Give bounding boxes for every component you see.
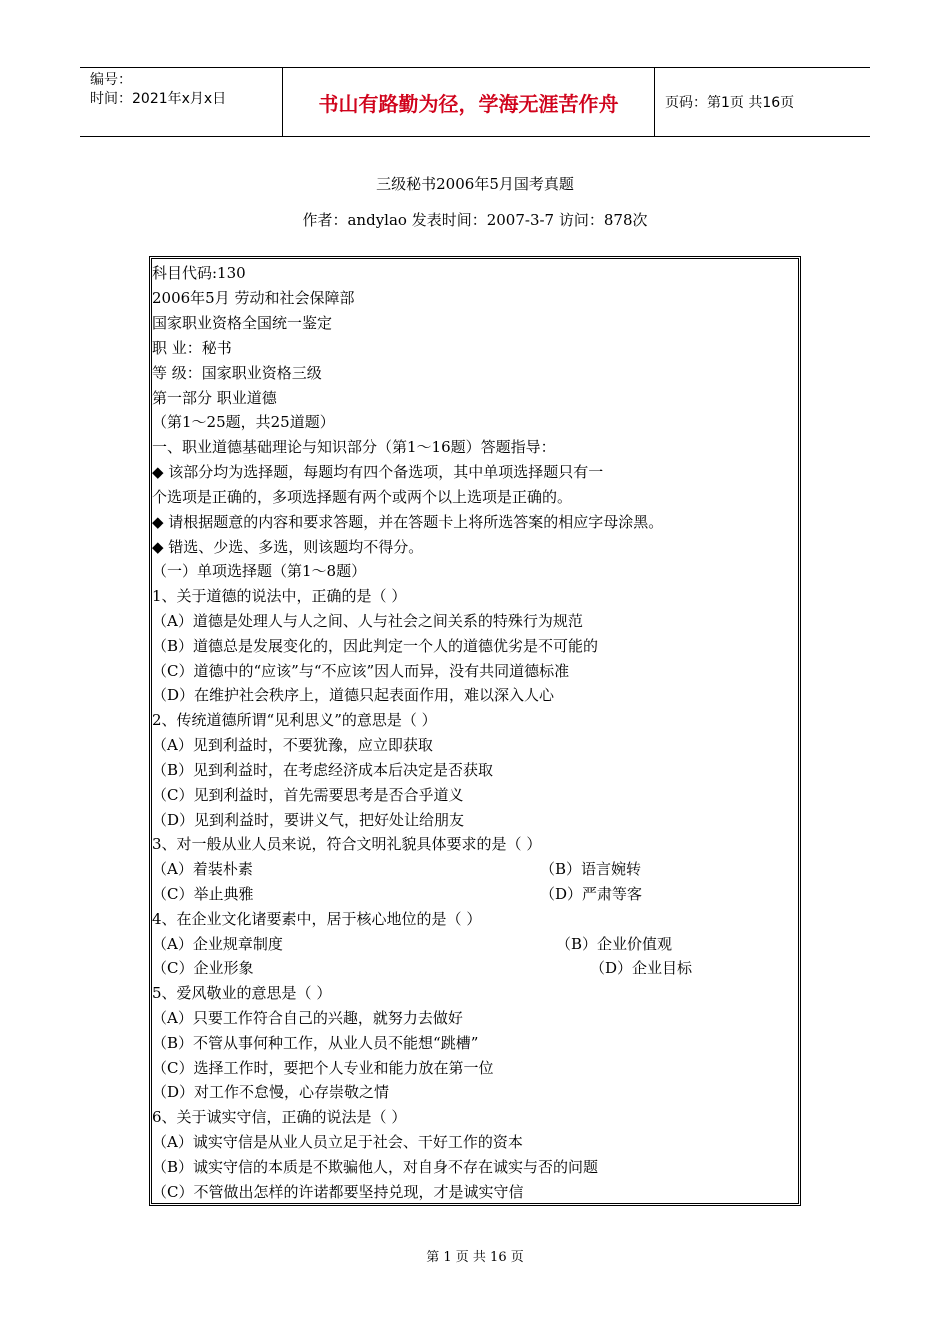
option: （B）道德总是发展变化的，因此判定一个人的道德优劣是不可能的	[152, 637, 599, 655]
section-heading: （一）单项选择题（第1～8题）	[152, 562, 367, 580]
text-line: 2006年5月 劳动和社会保障部	[152, 289, 355, 307]
option: （B）见到利益时，在考虑经济成本后决定是否获取	[152, 761, 494, 779]
option: （D）在维护社会秩序上，道德只起表面作用，难以深入人心	[152, 686, 555, 704]
option: （D）对工作不怠慢，心存崇敬之情	[152, 1083, 390, 1101]
page-header	[80, 67, 870, 137]
header-left-cell	[80, 68, 282, 136]
text-line: 个选项是正确的，多项选择题有两个或两个以上选项是正确的。	[152, 488, 573, 506]
option: （C）举止典雅	[152, 885, 254, 903]
text-line: ◆ 请根据题意的内容和要求答题，并在答题卡上将所选答案的相应字母涂黑。	[152, 513, 664, 531]
text-line: 第一部分 职业道德	[152, 389, 277, 407]
text-line: 科目代码:130	[152, 264, 246, 282]
text-line: ◆ 该部分均为选择题，每题均有四个备选项，其中单项选择题只有一	[152, 463, 604, 481]
option: （A）道德是处理人与人之间、人与社会之间关系的特殊行为规范	[152, 612, 583, 630]
option: （C）见到利益时，首先需要思考是否合乎道义	[152, 786, 464, 804]
option: （A）只要工作符合自己的兴趣，就努力去做好	[152, 1009, 463, 1027]
text-line: （第1～25题，共25道题）	[152, 413, 335, 431]
content-box	[149, 256, 801, 1206]
option: （C）选择工作时，要把个人专业和能力放在第一位	[152, 1059, 494, 1077]
question: 2、传统道德所谓“见利思义”的意思是（ ）	[152, 711, 437, 729]
text-line: 一、职业道德基础理论与知识部分（第1～16题）答题指导：	[152, 438, 556, 456]
doc-title: 三级秘书2006年5月国考真题	[376, 175, 574, 193]
time-label: 时间：2021年x月x日	[90, 91, 227, 107]
question: 6、关于诚实守信，正确的说法是（ ）	[152, 1108, 407, 1126]
code-label: 编号：	[90, 72, 132, 88]
option: （B）企业价值观	[556, 935, 673, 953]
page-info: 页码：第1页 共16页	[665, 95, 795, 111]
doc-meta: 作者：andylao 发表时间：2007-3-7 访问：878次	[302, 211, 648, 229]
option: （D）企业目标	[590, 959, 693, 977]
text-line: 职 业：秘书	[152, 339, 232, 357]
option: （B）语言婉转	[540, 860, 642, 878]
option: （C）企业形象	[152, 959, 254, 977]
option: （C）道德中的“应该”与“不应该”因人而异，没有共同道德标准	[152, 662, 570, 680]
question: 3、对一般从业人员来说，符合文明礼貌具体要求的是（ ）	[152, 835, 542, 853]
question: 5、爱风敬业的意思是（ ）	[152, 984, 332, 1002]
text-line: 等 级：国家职业资格三级	[152, 364, 322, 382]
page-footer: 第 1 页 共 16 页	[426, 1250, 524, 1265]
motto: 书山有路勤为径，学海无涯苦作舟	[282, 68, 655, 136]
question: 4、在企业文化诸要素中，居于核心地位的是（ ）	[152, 910, 482, 928]
option: （A）见到利益时，不要犹豫，应立即获取	[152, 736, 433, 754]
text-line: 国家职业资格全国统一鉴定	[152, 314, 333, 332]
option: （A）企业规章制度	[152, 935, 283, 953]
text-line: ◆ 错选、少选、多选，则该题均不得分。	[152, 538, 424, 556]
option: （D）见到利益时，要讲义气，把好处让给朋友	[152, 811, 465, 829]
option: （C）不管做出怎样的许诺都要坚持兑现，才是诚实守信	[152, 1183, 524, 1201]
option: （B）诚实守信的本质是不欺骗他人，对自身不存在诚实与否的问题	[152, 1158, 599, 1176]
option: （B）不管从事何种工作，从业人员不能想“跳槽”	[152, 1034, 479, 1052]
option: （D）严肃等客	[540, 885, 643, 903]
option: （A）着装朴素	[152, 860, 253, 878]
option: （A）诚实守信是从业人员立足于社会、干好工作的资本	[152, 1133, 523, 1151]
question: 1、关于道德的说法中，正确的是（ ）	[152, 587, 407, 605]
